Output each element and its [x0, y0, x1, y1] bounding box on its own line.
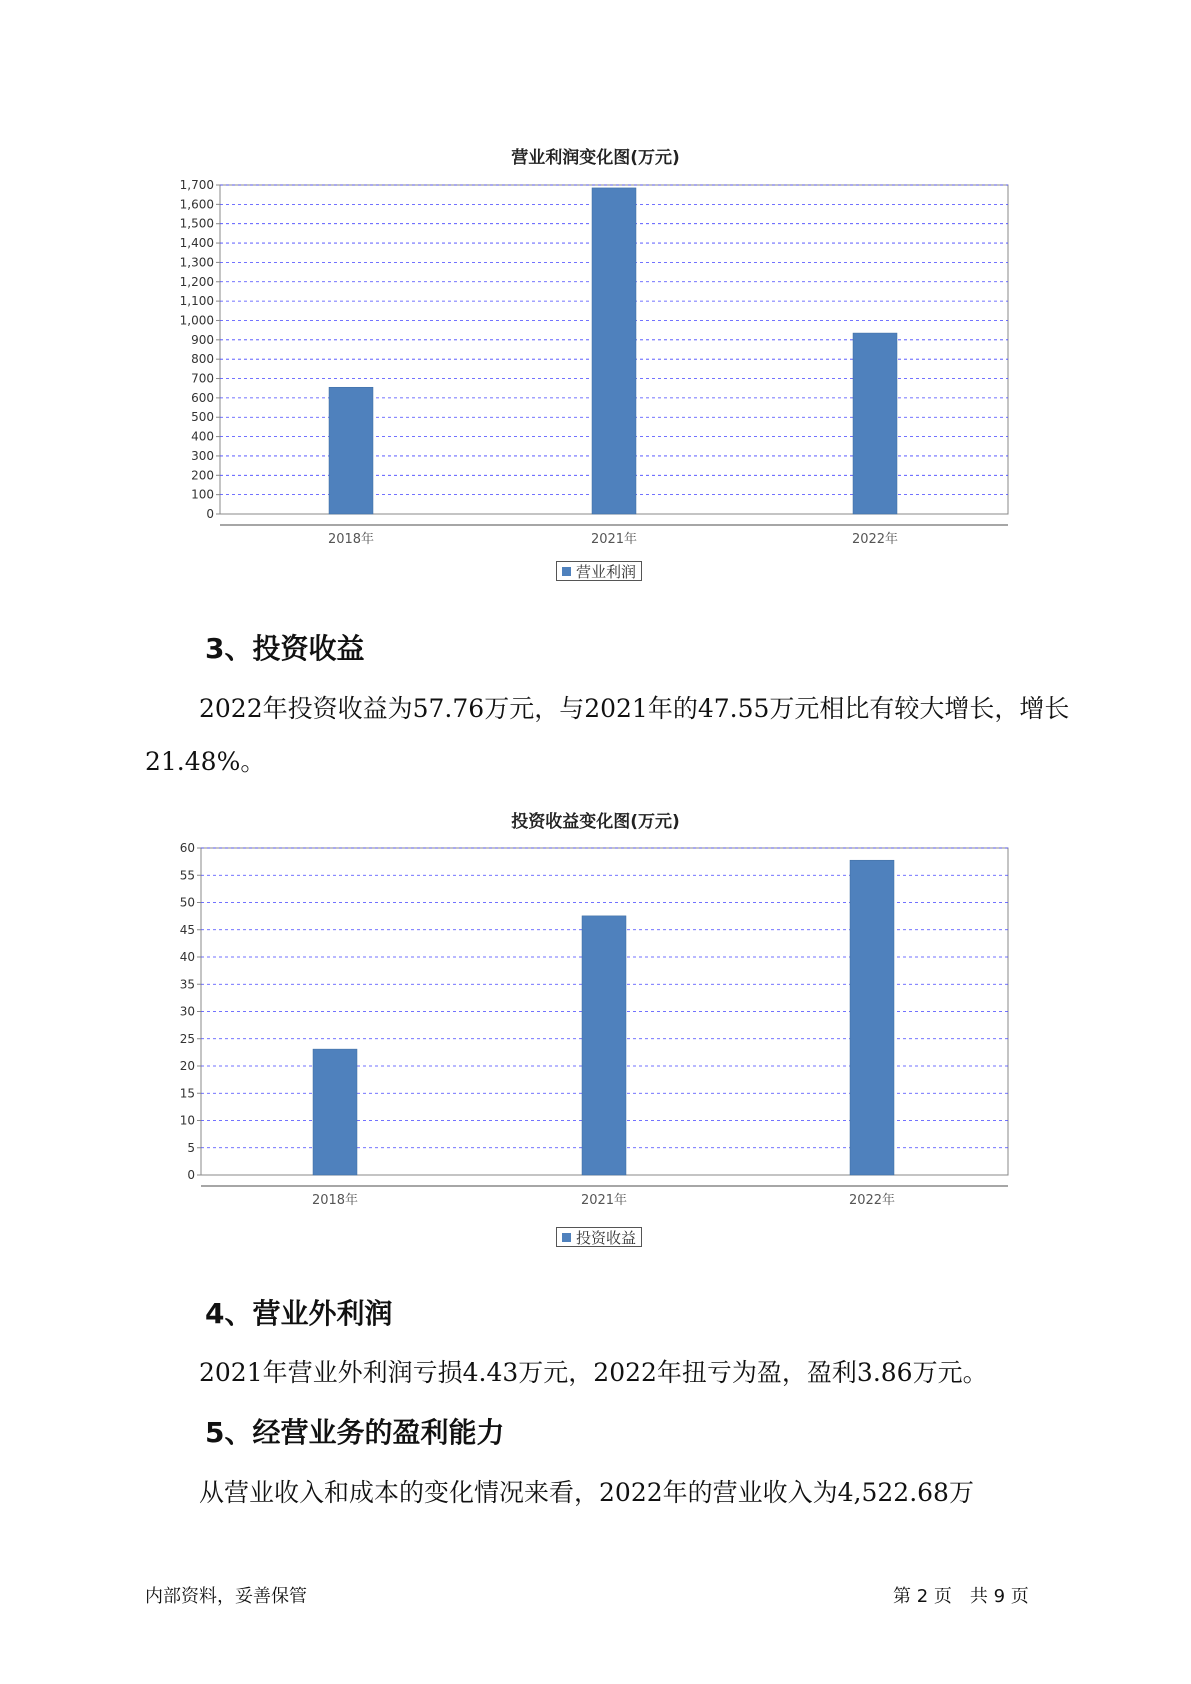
y-tick-label: 1,500 [179, 216, 214, 231]
section-5-heading: 5、经营业务的盈利能力 [205, 1416, 505, 1449]
y-tick-label: 400 [191, 429, 214, 444]
chart1-title: 营业利润变化图(万元) [511, 148, 680, 168]
x-tick-label: 2022年 [851, 532, 899, 547]
y-tick-label: 700 [191, 371, 214, 386]
legend-swatch [562, 1233, 571, 1242]
y-tick-label: 1,100 [179, 294, 214, 309]
y-tick-label: 200 [191, 468, 214, 483]
y-tick-label: 1,600 [179, 197, 214, 212]
y-tick-label: 60 [179, 841, 195, 855]
bar-2022年 [850, 860, 894, 1175]
section-3-heading: 3、投资收益 [205, 632, 365, 665]
y-tick-label: 500 [191, 410, 214, 425]
y-tick-label: 100 [191, 487, 214, 502]
y-tick-label: 1,000 [179, 313, 214, 328]
bar-2021年 [582, 916, 626, 1175]
footer-page-number: 第 2 页 共 9 页 [893, 1586, 1029, 1607]
y-tick-label: 800 [191, 352, 214, 367]
x-tick-label: 2022年 [848, 1193, 896, 1208]
y-tick-label: 0 [187, 1168, 195, 1182]
x-tick-label: 2018年 [311, 1193, 359, 1208]
x-tick-label: 2021年 [580, 1193, 628, 1208]
y-tick-label: 0 [206, 507, 214, 521]
y-tick-label: 5 [187, 1140, 195, 1155]
y-tick-label: 300 [191, 448, 214, 463]
y-tick-label: 600 [191, 390, 214, 405]
y-tick-label: 15 [179, 1086, 195, 1101]
y-tick-label: 20 [179, 1059, 195, 1073]
y-tick-label: 10 [179, 1113, 195, 1128]
y-tick-label: 1,300 [179, 255, 214, 270]
y-tick-label: 50 [179, 895, 195, 910]
y-tick-label: 900 [191, 332, 214, 347]
y-tick-label: 1,400 [179, 236, 214, 251]
section-4-heading: 4、营业外利润 [205, 1297, 393, 1330]
y-tick-label: 55 [179, 868, 195, 883]
chart2-legend-label: 投资收益 [576, 1228, 637, 1247]
x-tick-label: 2021年 [590, 532, 638, 547]
section-5-paragraph: 从营业收入和成本的变化情况来看，2022年的营业收入为4,522.68万 [199, 1478, 974, 1507]
y-tick-label: 45 [179, 922, 195, 937]
chart1-legend-label: 营业利润 [576, 562, 637, 581]
section-4-paragraph: 2021年营业外利润亏损4.43万元，2022年扭亏为盈，盈利3.86万元。 [199, 1358, 988, 1387]
bar-2018年 [313, 1049, 357, 1175]
y-tick-label: 30 [179, 1004, 195, 1019]
section-3-paragraph: 2022年投资收益为57.76万元，与2021年的47.55万元相比有较大增长，增长21.48%。 [145, 694, 1070, 776]
chart2-legend [556, 1227, 642, 1247]
y-tick-label: 40 [179, 950, 195, 964]
y-tick-label: 1,200 [179, 274, 214, 289]
chart2-title: 投资收益变化图(万元) [511, 812, 680, 832]
y-tick-label: 35 [179, 977, 195, 992]
y-tick-label: 1,700 [179, 178, 214, 192]
y-tick-label: 25 [179, 1031, 195, 1046]
footer-confidential-note: 内部资料，妥善保管 [145, 1586, 307, 1607]
x-tick-label: 2018年 [327, 532, 375, 547]
